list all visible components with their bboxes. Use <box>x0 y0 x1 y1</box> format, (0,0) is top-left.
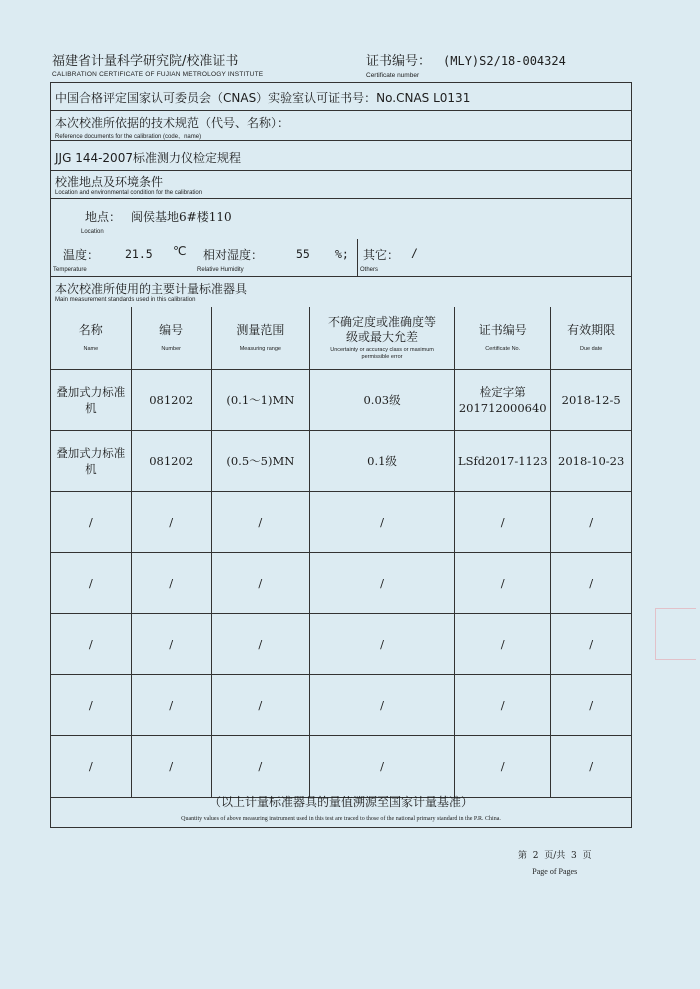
standards-table <box>51 307 631 798</box>
cell-number: / <box>131 674 211 735</box>
page-indicator <box>518 848 591 876</box>
table-row <box>51 491 631 552</box>
traceability-note-cn: （以上计量标准器具的量值溯源至国家计量基准） <box>208 795 473 809</box>
cell-cert-no: 检定字第201712000640 <box>455 369 551 430</box>
cell-name: / <box>51 613 131 674</box>
standards-title-en: Main measurement standards used in this calibration <box>55 297 196 303</box>
page-current: 2 <box>532 851 539 861</box>
institute-name-cn: 福建省计量科学研究院/校准证书 <box>52 54 239 69</box>
cell-due-date: / <box>551 552 631 613</box>
institute-name-en: CALIBRATION CERTIFICATE OF FUJIAN METROLOGY INSTITUTE <box>52 71 264 78</box>
certificate-frame <box>50 82 632 828</box>
others-value: / <box>411 246 418 260</box>
others-label: 其它： <box>363 248 400 262</box>
cert-no-label-en: Certificate number <box>366 72 420 79</box>
location-label-en: Location and environmental condition for the calibration <box>55 190 203 196</box>
conditions-divider <box>357 239 358 277</box>
cell-uncertainty: / <box>309 674 454 735</box>
table-row <box>51 430 631 491</box>
reference-value-row <box>51 141 631 171</box>
cell-uncertainty: 0.03级 <box>309 369 454 430</box>
cell-cert-no: LSfd2017-1123 <box>455 430 551 491</box>
cell-cert-no: / <box>455 674 551 735</box>
cell-cert-no: / <box>455 735 551 797</box>
reference-label-cn: 本次校准所依据的技术规范（代号、名称）： <box>55 116 290 130</box>
humidity-unit: %; <box>335 247 349 261</box>
page-suffix: 页 <box>582 851 592 861</box>
table-row <box>51 369 631 430</box>
header-uncertainty: 不确定度或准确度等级或最大允差 Uncertainty or accuracy class or maximum permissible error <box>309 307 454 369</box>
standards-title-row <box>51 277 631 307</box>
cell-cert-no: / <box>455 613 551 674</box>
cell-name: / <box>51 552 131 613</box>
cert-no-label: 证书编号： <box>366 54 432 69</box>
temperature-value: 21.5 <box>125 247 153 261</box>
cell-name: 叠加式力标准机 <box>51 369 131 430</box>
cell-number: / <box>131 613 211 674</box>
standards-title-cn: 本次校准所使用的主要计量标准器具 <box>55 282 248 296</box>
reference-value: JJG 144-2007标准测力仪检定规程 <box>55 151 241 165</box>
header-number: 编号 Number <box>131 307 211 369</box>
cnas-row <box>51 83 631 111</box>
location-row <box>51 199 631 239</box>
cell-number: / <box>131 491 211 552</box>
others-en: Others <box>360 267 379 273</box>
traceability-note-en: Quantity values of above measuring instrument used in this test are traced to those of the national primary standard in the P.R. China. <box>181 816 501 822</box>
cell-uncertainty: / <box>309 552 454 613</box>
cell-name: / <box>51 674 131 735</box>
cell-range: (0.1～1)MN <box>211 369 309 430</box>
table-row <box>51 735 631 797</box>
cell-cert-no: / <box>455 491 551 552</box>
cell-number: 081202 <box>131 369 211 430</box>
cell-due-date: 2018-10-23 <box>551 430 631 491</box>
cell-uncertainty: / <box>309 613 454 674</box>
cell-due-date: / <box>551 491 631 552</box>
cell-uncertainty: 0.1级 <box>309 430 454 491</box>
cell-name: / <box>51 491 131 552</box>
cell-due-date: 2018-12-5 <box>551 369 631 430</box>
institute-header <box>52 50 263 78</box>
header-cert-no: 证书编号 Certificate No. <box>455 307 551 369</box>
location-place-label: 地点： <box>85 210 122 224</box>
traceability-note <box>51 793 631 822</box>
humidity-en: Relative Humidity <box>197 267 244 273</box>
reference-label-en: Reference documents for the calibration (code、name) <box>55 134 202 140</box>
cell-due-date: / <box>551 735 631 797</box>
header-due-date: 有效期限 Due date <box>551 307 631 369</box>
cell-cert-no: / <box>455 552 551 613</box>
cell-due-date: / <box>551 613 631 674</box>
cell-due-date: / <box>551 674 631 735</box>
table-header-row <box>51 307 631 369</box>
header-name: 名称 Name <box>51 307 131 369</box>
cell-name: 叠加式力标准机 <box>51 430 131 491</box>
location-place-value: 闽侯基地6#楼110 <box>131 210 232 224</box>
cell-range: / <box>211 613 309 674</box>
cell-range: (0.5～5)MN <box>211 430 309 491</box>
table-row <box>51 674 631 735</box>
cell-range: / <box>211 735 309 797</box>
temperature-unit: ℃ <box>173 244 187 258</box>
humidity-value: 55 <box>296 247 310 261</box>
temperature-en: Temperature <box>53 267 87 273</box>
page-label-en: Page of Pages <box>532 867 578 876</box>
table-row <box>51 552 631 613</box>
reference-label-row <box>51 111 631 141</box>
cell-number: / <box>131 552 211 613</box>
location-place-en: Location <box>81 229 104 235</box>
page-total: 3 <box>571 851 577 861</box>
table-row <box>51 613 631 674</box>
header-range: 测量范围 Measuring range <box>211 307 309 369</box>
cell-range: / <box>211 552 309 613</box>
cell-number: 081202 <box>131 430 211 491</box>
cell-range: / <box>211 674 309 735</box>
cell-uncertainty: / <box>309 735 454 797</box>
page-prefix: 第 <box>518 851 528 861</box>
location-label-cn: 校准地点及环境条件 <box>55 175 164 189</box>
cell-range: / <box>211 491 309 552</box>
conditions-row <box>51 239 631 277</box>
page-mid: 页/共 <box>544 851 566 861</box>
cnas-text: 中国合格评定国家认可委员会（CNAS）实验室认可证书号：No.CNAS L0131 <box>55 91 471 105</box>
red-stamp-edge <box>655 608 696 660</box>
certificate-number-block <box>366 50 566 79</box>
cell-uncertainty: / <box>309 491 454 552</box>
location-label-row <box>51 171 631 199</box>
humidity-label: 相对湿度： <box>203 248 264 262</box>
cell-name: / <box>51 735 131 797</box>
temperature-label: 温度： <box>63 248 100 262</box>
cell-number: / <box>131 735 211 797</box>
cert-no-value: (MLY)S2/18-004324 <box>443 54 566 68</box>
